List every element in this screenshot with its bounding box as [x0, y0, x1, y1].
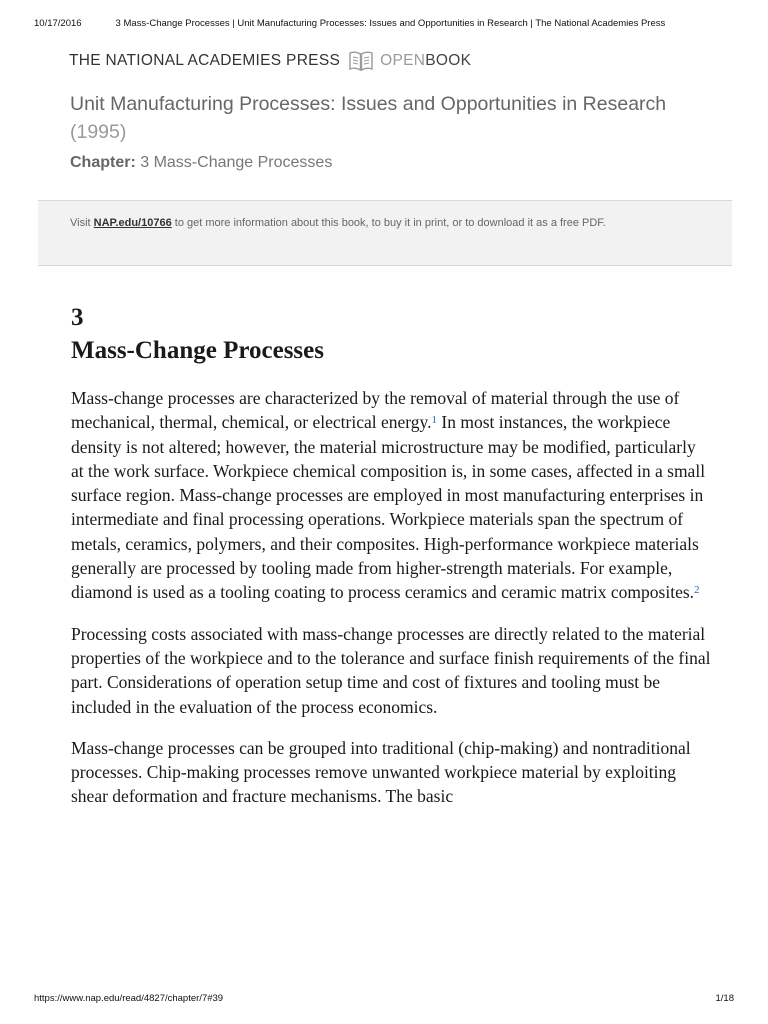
chapter-title: Mass-Change Processes — [71, 337, 324, 364]
brand-open-text: OPEN — [380, 52, 426, 69]
brand-logo[interactable] — [69, 48, 471, 74]
print-page-title: 3 Mass-Change Processes | Unit Manufacturing Processes: Issues and Opportunities in Research | The National Academies Press — [115, 18, 666, 29]
book-year: (1995) — [70, 121, 127, 143]
brand-press-name: THE NATIONAL ACADEMIES PRESS — [69, 52, 341, 69]
book-info-link[interactable]: NAP.edu/10766 — [93, 217, 172, 229]
info-notice — [38, 200, 732, 266]
chapter-line — [70, 154, 332, 172]
chapter-label: Chapter: — [70, 154, 136, 171]
footnote-1-link[interactable]: 1 — [431, 414, 438, 427]
print-footer — [34, 993, 734, 1004]
chapter-name: 3 Mass-Change Processes — [140, 154, 333, 171]
page-number: 1/18 — [715, 993, 734, 1004]
brand-book-text: BOOK — [425, 52, 472, 69]
print-date: 10/17/2016 — [34, 18, 82, 29]
chapter-number: 3 — [71, 304, 84, 331]
page-url: https://www.nap.edu/read/4827/chapter/7#39 — [34, 993, 224, 1004]
paragraph-3: Mass-change processes can be grouped into traditional (chip-making) and nontraditional processes. Chip-making processes remove unwanted workpiece material by exploiting shear deformation and fracture mechanisms. The basic — [71, 737, 691, 807]
print-header — [34, 18, 738, 29]
paragraph-1-part-a: Mass-change processes are characterized by the removal of material through the use of mechanical, thermal, chemical, or electrical energy. — [71, 388, 680, 433]
paragraph-1-part-b: In most instances, the workpiece density is not altered; however, the material microstructure may be modified, particularly at the work surface. Workpiece chemical composition is, in some cases, affected in a small surface region. Mass-change processes are employed in most manufacturing enterprises in intermediate and final processing operations. Workpiece materials span the spectrum of metals, ceramics, polymers, and their composites. High-performance workpiece materials generally are processed by tooling made from higher-strength materials. For example, diamond is used as a tooling coating to process ceramics and ceramic matrix composites. — [71, 412, 706, 603]
notice-suffix: to get more information about this book, to buy it in print, or to download it as a free PDF. — [171, 217, 606, 229]
footnote-2-link[interactable]: 2 — [694, 584, 700, 597]
book-title — [70, 90, 670, 146]
open-book-icon — [348, 50, 374, 72]
notice-prefix: Visit — [70, 217, 94, 229]
paragraph-1 — [71, 386, 711, 605]
chapter-content — [71, 302, 711, 826]
book-title-text: Unit Manufacturing Processes: Issues and Opportunities in Research — [70, 93, 667, 115]
paragraph-2: Processing costs associated with mass-change processes are directly related to the material properties of the workpiece and to the tolerance and surface finish requirements of the final part. Considerations of operation setup time and cost of fixtures and tooling must be included in the evaluation of the process economics. — [71, 623, 711, 717]
